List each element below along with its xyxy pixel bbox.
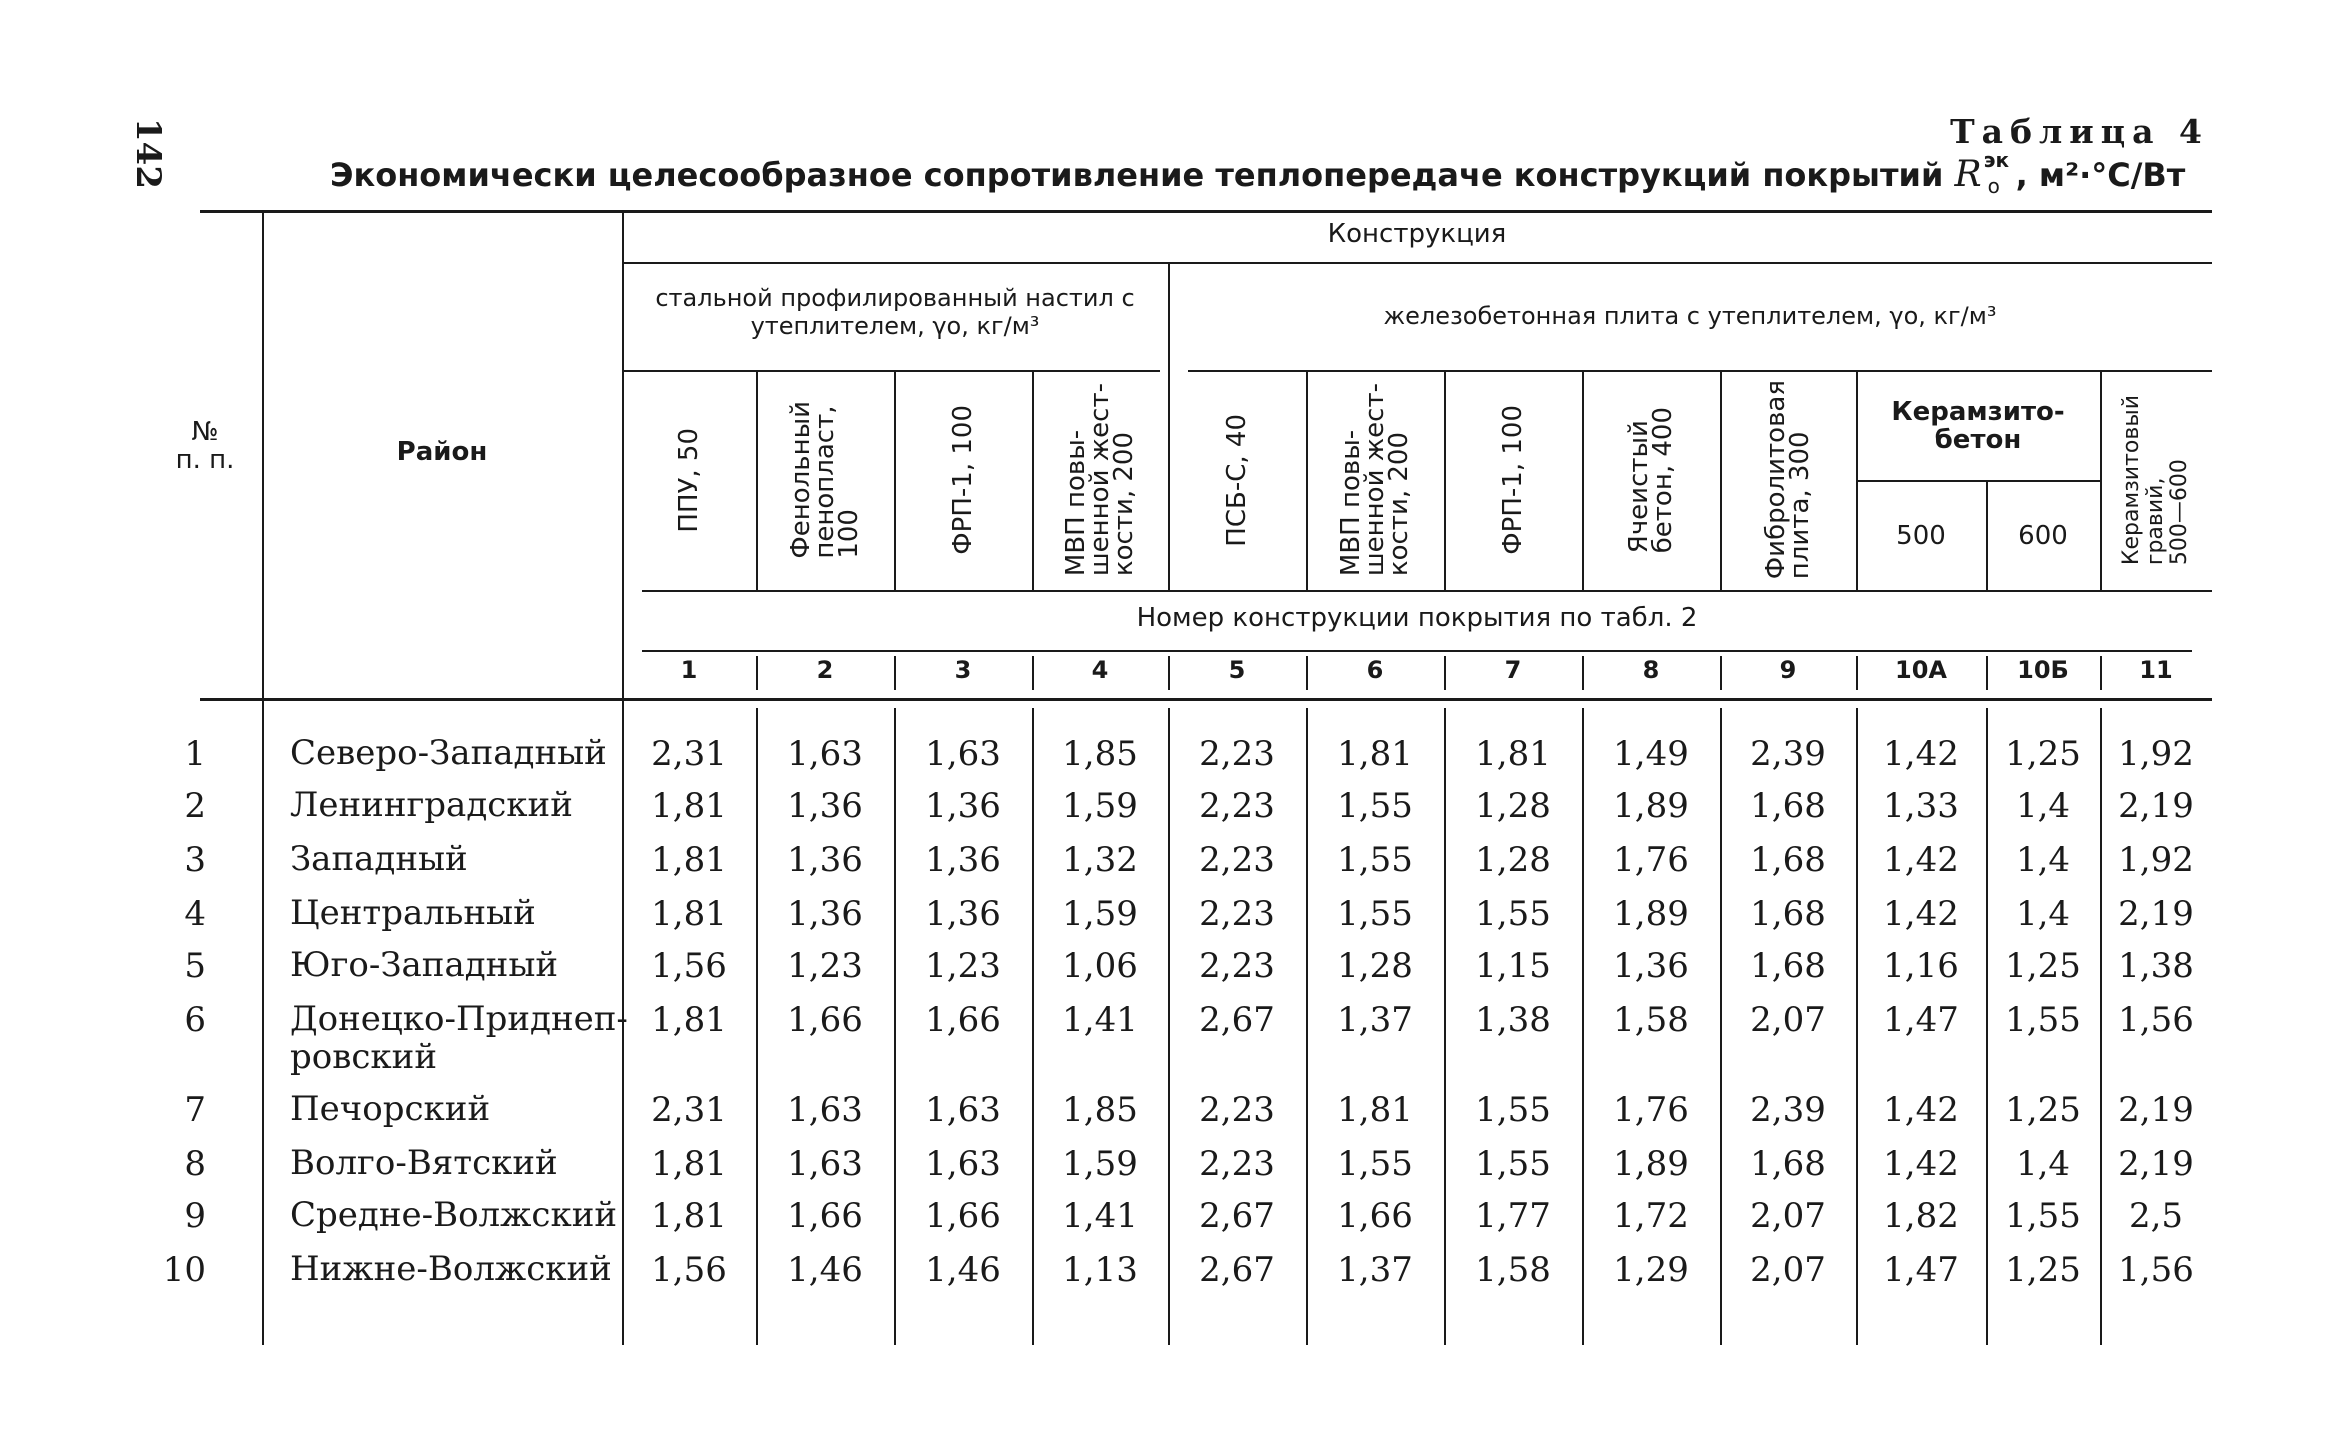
table-cell: 1,36 (787, 840, 863, 880)
header-col-label: ФРП-1, 100 (948, 405, 978, 555)
header-number-row-label: Номер конструкции покрытия по табл. 2 (1136, 603, 1698, 633)
table-cell: 1,28 (1475, 840, 1551, 880)
header-col-3 (894, 376, 1032, 584)
title-units: , м²·°С/Вт (2015, 156, 2186, 194)
title-sub: о (1987, 174, 2000, 198)
header-col-label: ПСБ-С, 40 (1222, 413, 1252, 547)
region-name: Донецко-Приднеп- ровский (290, 999, 628, 1077)
table-cell: 1,68 (1750, 786, 1826, 826)
table-cell: 1,13 (1062, 1250, 1138, 1290)
table-cell: 1,81 (651, 840, 727, 880)
table-cell: 1,47 (1883, 1000, 1959, 1040)
table-cell: 1,68 (1750, 946, 1826, 986)
table-cell: 1,36 (787, 894, 863, 934)
header-col-number: 2 (816, 656, 834, 684)
rule-horizontal (200, 210, 2212, 213)
table-cell: 1,81 (651, 1144, 727, 1184)
table-cell: 1,42 (1883, 734, 1959, 774)
table-cell: 2,39 (1750, 734, 1826, 774)
table-cell: 1,59 (1062, 786, 1138, 826)
table-cell: 1,06 (1062, 946, 1138, 986)
region-name: Центральный (290, 893, 536, 933)
table-cell: 1,56 (2118, 1000, 2194, 1040)
row-number: 10 (162, 1250, 206, 1290)
header-region: Район (396, 437, 488, 467)
table-cell: 1,33 (1883, 786, 1959, 826)
header-col-label: Ячеистый бетон, 400 (1624, 406, 1678, 554)
table-cell: 2,31 (651, 734, 727, 774)
table-cell: 2,23 (1199, 1090, 1275, 1130)
table-cell: 2,23 (1199, 1144, 1275, 1184)
table-cell: 1,28 (1337, 946, 1413, 986)
table-cell: 2,23 (1199, 946, 1275, 986)
table-cell: 1,49 (1613, 734, 1689, 774)
table-cell: 1,68 (1750, 894, 1826, 934)
table-cell: 1,66 (787, 1196, 863, 1236)
region-name: Печорский (290, 1089, 491, 1129)
table-cell: 1,46 (925, 1250, 1001, 1290)
header-col-label: Керамзитовый гравий, 500—600 (2119, 394, 2192, 566)
row-number: 4 (184, 894, 206, 934)
header-col-number: 5 (1228, 656, 1246, 684)
header-col-label: Фенольный пенопласт, 100 (786, 401, 864, 559)
header-col-11: 600 (2018, 521, 2068, 551)
table-cell: 1,42 (1883, 1144, 1959, 1184)
rule-horizontal (642, 590, 2212, 592)
table-cell: 1,68 (1750, 1144, 1826, 1184)
row-number: 3 (184, 840, 206, 880)
table-cell: 2,19 (2118, 786, 2194, 826)
table-cell: 1,89 (1613, 1144, 1689, 1184)
table-cell: 2,07 (1750, 1250, 1826, 1290)
table-cell: 1,55 (1475, 1090, 1551, 1130)
region-name: Ленинградский (290, 785, 573, 825)
table-cell: 1,66 (925, 1000, 1001, 1040)
table-cell: 2,07 (1750, 1196, 1826, 1236)
table-cell: 1,4 (2015, 1144, 2071, 1184)
table-cell: 2,19 (2118, 1090, 2194, 1130)
table-cell: 1,55 (1337, 1144, 1413, 1184)
table-cell: 1,36 (925, 894, 1001, 934)
region-name: Волго-Вятский (290, 1143, 558, 1183)
table-cell: 1,28 (1475, 786, 1551, 826)
table-cell: 1,82 (1883, 1196, 1959, 1236)
table-cell: 1,68 (1750, 840, 1826, 880)
region-name: Северо-Западный (290, 733, 607, 773)
table-cell: 1,59 (1062, 1144, 1138, 1184)
table-cell: 1,55 (1337, 894, 1413, 934)
table-cell: 1,85 (1062, 734, 1138, 774)
header-col-10: 500 (1896, 521, 1946, 551)
header-col-label: ППУ, 50 (674, 427, 704, 533)
table-cell: 1,63 (787, 1090, 863, 1130)
title-indices (1982, 148, 2016, 198)
table-cell: 1,16 (1883, 946, 1959, 986)
table-cell: 2,23 (1199, 840, 1275, 880)
table-cell: 2,23 (1199, 734, 1275, 774)
table-cell: 1,72 (1613, 1196, 1689, 1236)
table-cell: 1,66 (925, 1196, 1001, 1236)
table-cell: 1,36 (787, 786, 863, 826)
table-cell: 1,25 (2005, 1090, 2081, 1130)
table-cell: 1,55 (2005, 1196, 2081, 1236)
table-cell: 2,19 (2118, 1144, 2194, 1184)
rule-horizontal (1856, 480, 2100, 482)
table-cell: 2,23 (1199, 894, 1275, 934)
header-num: № п. п. (175, 417, 235, 475)
table-cell: 1,25 (2005, 946, 2081, 986)
header-col-number: 1 (680, 656, 698, 684)
table-cell: 1,81 (651, 1196, 727, 1236)
header-col-12 (2100, 376, 2212, 584)
table-cell: 1,46 (787, 1250, 863, 1290)
table-cell: 1,55 (1337, 840, 1413, 880)
table-cell: 1,58 (1613, 1000, 1689, 1040)
region-name: Нижне-Волжский (290, 1249, 612, 1289)
table-cell: 1,25 (2005, 734, 2081, 774)
table-cell: 1,42 (1883, 840, 1959, 880)
header-col-8 (1582, 376, 1720, 584)
table-cell: 1,59 (1062, 894, 1138, 934)
header-col-1 (622, 376, 756, 584)
table-cell: 1,81 (1337, 1090, 1413, 1130)
table-cell: 1,56 (2118, 1250, 2194, 1290)
table-cell: 2,19 (2118, 894, 2194, 934)
table-cell: 1,41 (1062, 1196, 1138, 1236)
row-number: 1 (184, 734, 206, 774)
table-cell: 1,42 (1883, 1090, 1959, 1130)
row-number: 5 (184, 946, 206, 986)
title-sup: эк (1983, 148, 2010, 172)
table-cell: 1,47 (1883, 1250, 1959, 1290)
table-cell: 1,41 (1062, 1000, 1138, 1040)
table-cell: 1,23 (925, 946, 1001, 986)
table-cell: 1,56 (651, 946, 727, 986)
table-cell: 1,89 (1613, 786, 1689, 826)
rule-horizontal (622, 370, 1160, 372)
header-construction: Конструкция (1327, 219, 1507, 249)
header-col-4 (1032, 376, 1168, 584)
region-name: Западный (290, 839, 468, 879)
table-cell: 1,38 (2118, 946, 2194, 986)
title-text: Экономически целесообразное сопротивление теплопередаче конструкций покрытий (330, 156, 1944, 194)
table-cell: 1,58 (1475, 1250, 1551, 1290)
table-cell: 1,66 (1337, 1196, 1413, 1236)
table-cell: 2,5 (2128, 1196, 2184, 1236)
table-cell: 1,29 (1613, 1250, 1689, 1290)
header-col-label: ФРП-1, 100 (1498, 405, 1528, 555)
table-cell: 1,55 (2005, 1000, 2081, 1040)
table-cell: 1,38 (1475, 1000, 1551, 1040)
header-col-label: МВП повы- шенной жест- кости, 200 (1336, 383, 1414, 577)
table-cell: 1,77 (1475, 1196, 1551, 1236)
header-keramzit: Керамзито-бетон (1891, 397, 2065, 455)
table-cell: 1,92 (2118, 734, 2194, 774)
table-cell: 1,55 (1475, 1144, 1551, 1184)
table-cell: 1,63 (787, 1144, 863, 1184)
page-number: 142 (128, 118, 168, 189)
table-cell: 1,15 (1475, 946, 1551, 986)
rule-horizontal (622, 262, 2212, 264)
header-col-number: 7 (1504, 656, 1522, 684)
table-cell: 1,89 (1613, 894, 1689, 934)
table-cell: 1,63 (925, 734, 1001, 774)
rule-horizontal (642, 650, 2192, 652)
row-number: 2 (184, 786, 206, 826)
table-cell: 1,36 (925, 840, 1001, 880)
table-cell: 1,36 (1613, 946, 1689, 986)
rule-vertical (262, 210, 264, 1345)
header-group-steel: стальной профилированный настил с утеплителем, γо, кг/м³ (655, 284, 1135, 340)
table-cell: 1,63 (787, 734, 863, 774)
header-col-6 (1306, 376, 1444, 584)
row-number: 9 (184, 1196, 206, 1236)
table-title (330, 148, 2186, 198)
table-cell: 1,81 (651, 786, 727, 826)
header-col-number: 3 (954, 656, 972, 684)
header-col-number: 4 (1091, 656, 1109, 684)
header-col-number: 6 (1366, 656, 1384, 684)
table-cell: 1,4 (2015, 894, 2071, 934)
region-name: Юго-Западный (290, 945, 559, 985)
table-cell: 1,76 (1613, 1090, 1689, 1130)
table-cell: 1,81 (1337, 734, 1413, 774)
table-cell: 1,23 (787, 946, 863, 986)
row-number: 6 (184, 1000, 206, 1040)
table-cell: 2,31 (651, 1090, 727, 1130)
header-col-2 (756, 376, 894, 584)
header-col-5 (1168, 376, 1306, 584)
table-cell: 2,23 (1199, 786, 1275, 826)
header-col-label: МВП повы- шенной жест- кости, 200 (1061, 383, 1139, 577)
table-cell: 2,67 (1199, 1000, 1275, 1040)
table-cell: 2,67 (1199, 1250, 1275, 1290)
table-cell: 1,85 (1062, 1090, 1138, 1130)
table-cell: 1,92 (2118, 840, 2194, 880)
table-cell: 1,32 (1062, 840, 1138, 880)
table-cell: 1,63 (925, 1090, 1001, 1130)
header-col-9 (1720, 376, 1856, 584)
header-group-concrete: железобетонная плита с утеплителем, γо, кг/м³ (1383, 302, 1997, 330)
row-number: 7 (184, 1090, 206, 1130)
table-cell: 1,55 (1337, 786, 1413, 826)
table-cell: 1,76 (1613, 840, 1689, 880)
table-cell: 1,25 (2005, 1250, 2081, 1290)
header-col-number: 10А (1895, 656, 1947, 684)
header-col-7 (1444, 376, 1582, 584)
table-cell: 1,42 (1883, 894, 1959, 934)
region-name: Средне-Волжский (290, 1195, 618, 1235)
header-col-number: 11 (2139, 656, 2173, 684)
rule-horizontal (1188, 370, 2212, 372)
row-number: 8 (184, 1144, 206, 1184)
table-cell: 1,4 (2015, 840, 2071, 880)
header-col-number: 10Б (2017, 656, 2069, 684)
table-cell: 1,81 (651, 1000, 727, 1040)
table-cell: 2,07 (1750, 1000, 1826, 1040)
table-cell: 1,55 (1475, 894, 1551, 934)
table-cell: 2,39 (1750, 1090, 1826, 1130)
title-symbol: R (1954, 154, 1982, 195)
table-label: Таблица 4 (1950, 112, 2209, 151)
table-cell: 1,36 (925, 786, 1001, 826)
table-cell: 1,37 (1337, 1250, 1413, 1290)
table-cell: 1,37 (1337, 1000, 1413, 1040)
header-col-number: 8 (1642, 656, 1660, 684)
rule-horizontal (200, 698, 2212, 701)
table-cell: 1,81 (651, 894, 727, 934)
table-cell: 1,56 (651, 1250, 727, 1290)
table-cell: 1,81 (1475, 734, 1551, 774)
header-col-label: Фибролитовая плита, 300 (1761, 380, 1815, 580)
table-cell: 1,4 (2015, 786, 2071, 826)
table-cell: 2,67 (1199, 1196, 1275, 1236)
header-col-number: 9 (1779, 656, 1797, 684)
table-cell: 1,66 (787, 1000, 863, 1040)
table-cell: 1,63 (925, 1144, 1001, 1184)
